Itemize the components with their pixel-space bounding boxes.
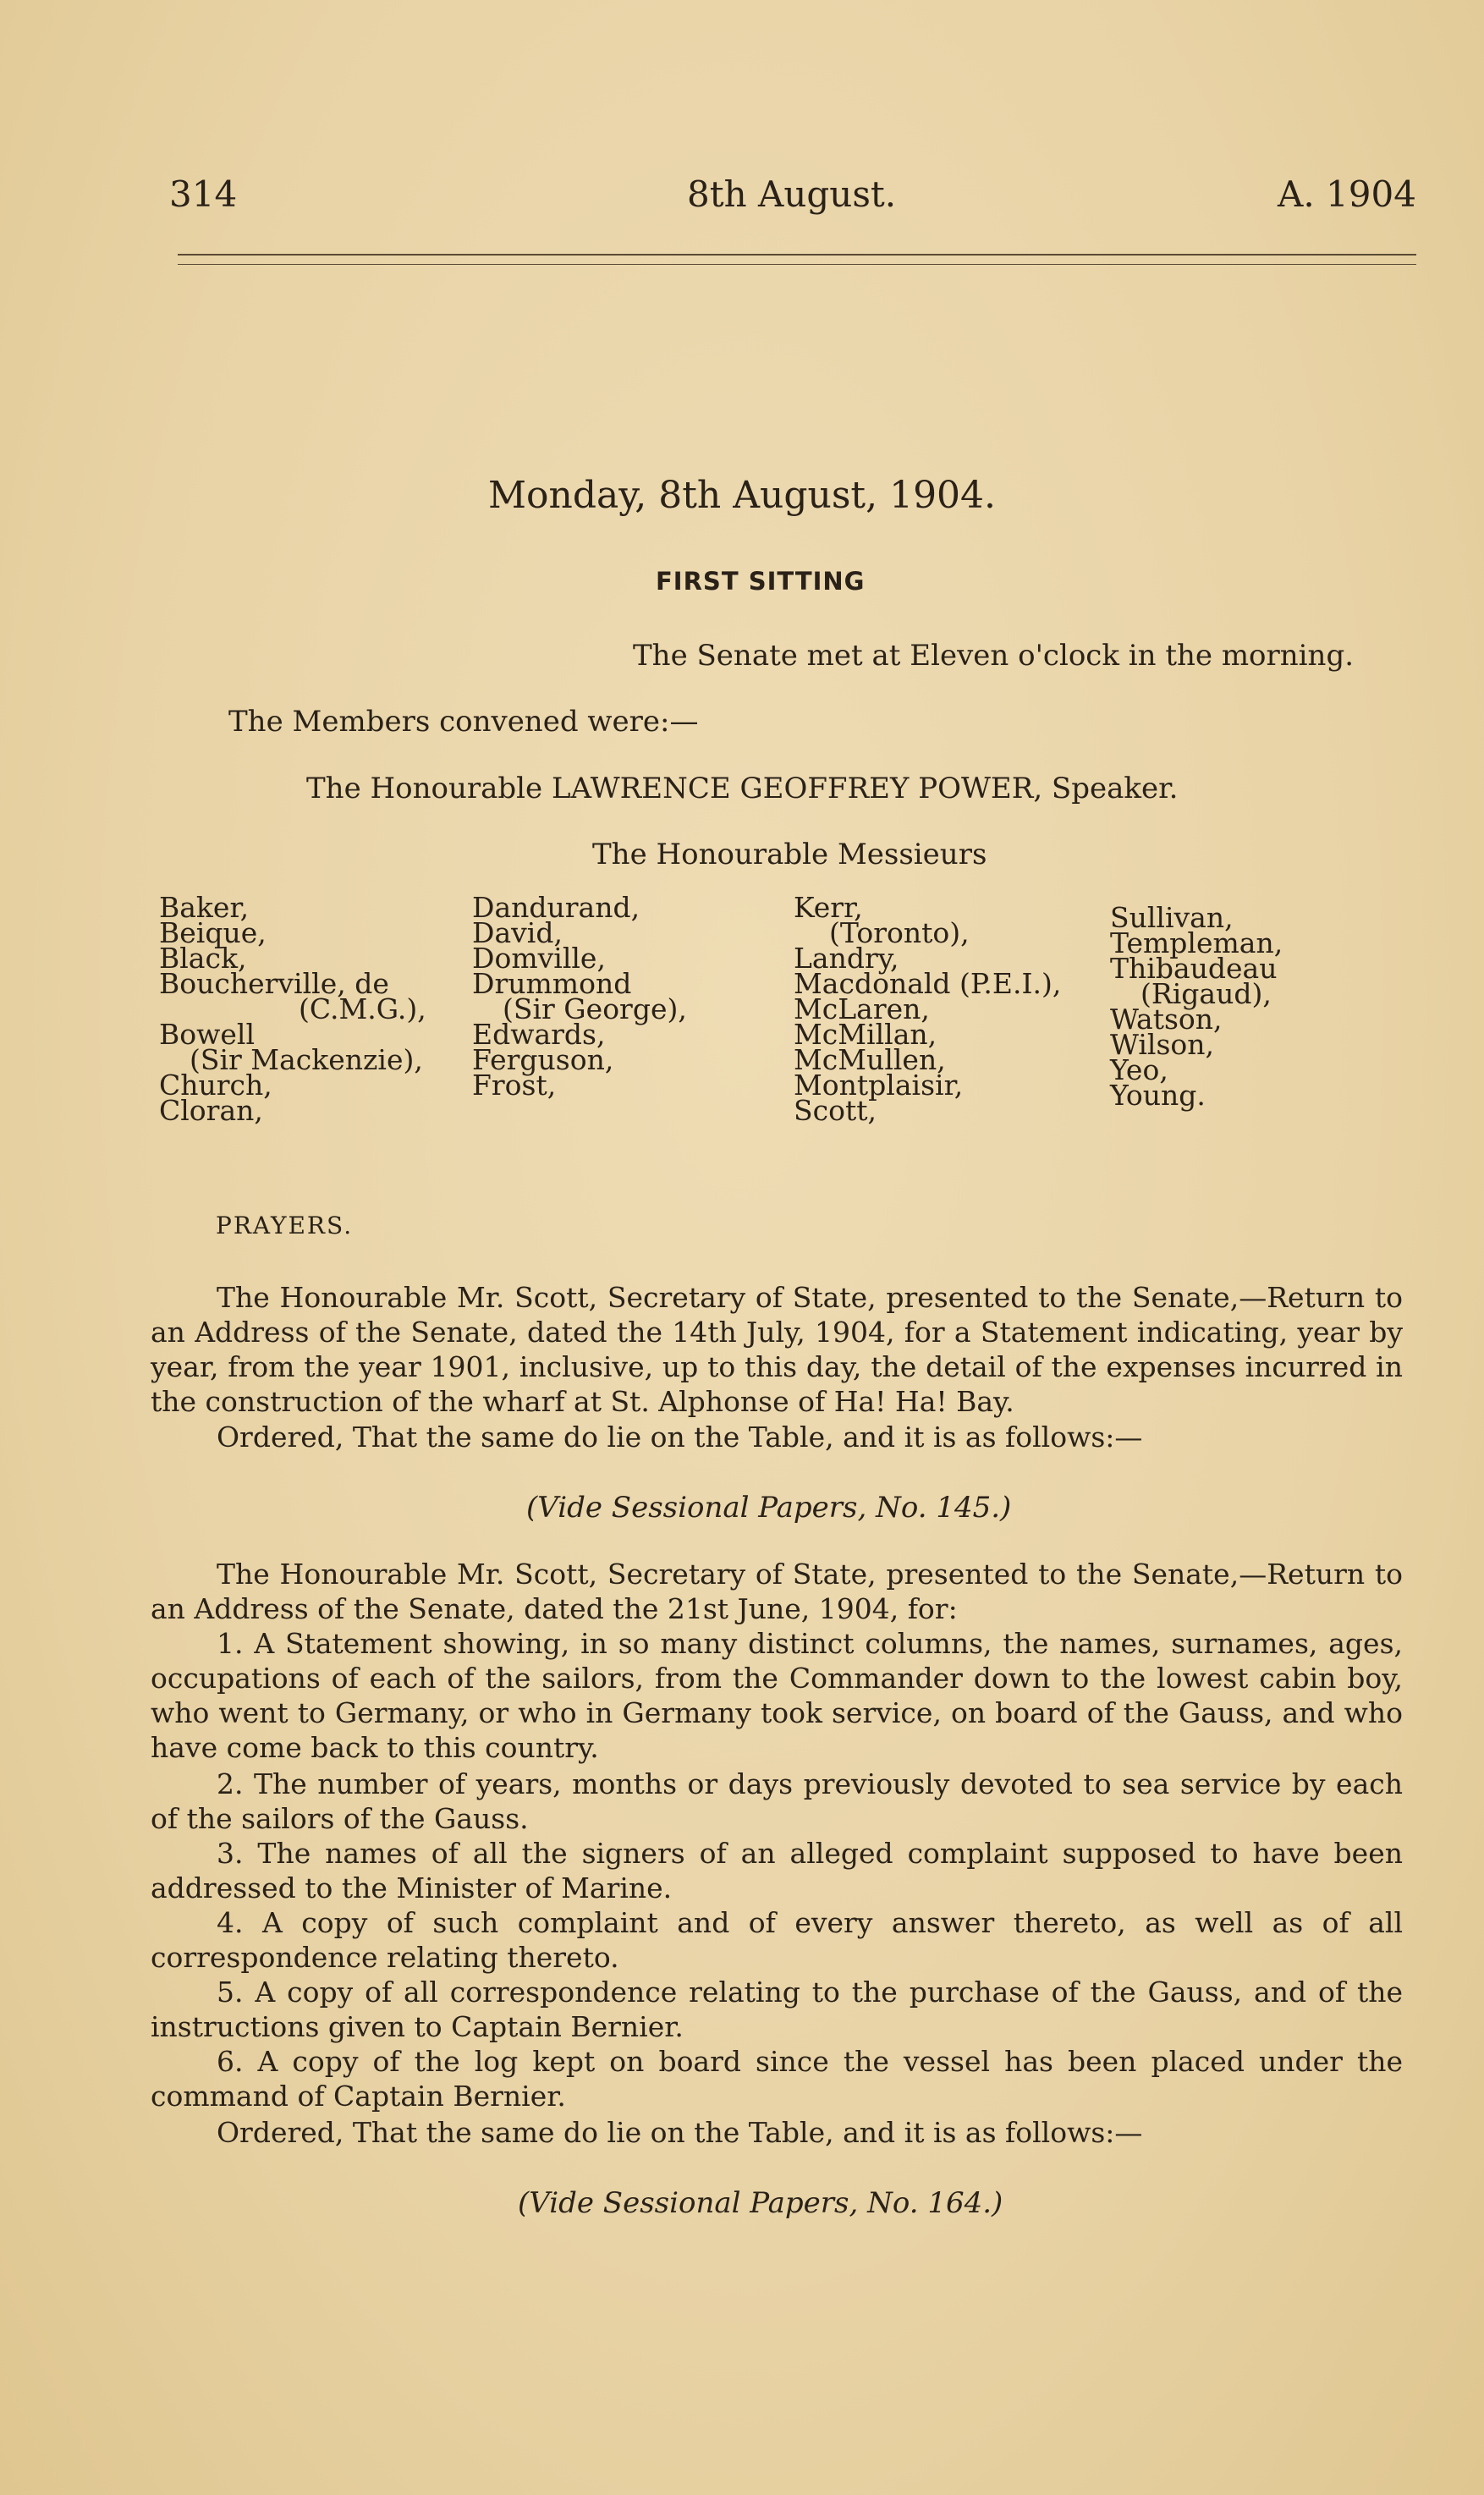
header-date: 8th August.: [687, 173, 897, 215]
item-2: 2. The number of years, months or days previously devoted to sea service by each of the sailors of the Gauss.: [151, 1767, 1403, 1835]
item-5: 5. A copy of all correspondence relating to the purchase of the Gauss, and of the instructions given to Captain Bernier.: [151, 1976, 1403, 2043]
ordered-line-2: Ordered, That the same do lie on the Table, and it is as follows:—: [217, 2116, 1143, 2149]
members-column-3: [794, 891, 1062, 1127]
member-name: Templeman,: [1110, 926, 1283, 959]
member-name: (C.M.G.),: [299, 992, 426, 1025]
member-name: Baker,: [159, 891, 250, 924]
item-1: 1. A Statement showing, in so many distinct columns, the names, surnames, ages, occupations of each of the sailors, from the Commander down to the lowest cabin boy, who went to Germany, or who in Germany took service, on board of the Gauss, and who have come back to this country.: [151, 1627, 1403, 1764]
member-name: (Toronto),: [829, 916, 970, 949]
member-name: Ferguson,: [472, 1043, 614, 1076]
member-name: Cloran,: [159, 1094, 263, 1127]
member-name: Montplaisir,: [794, 1069, 964, 1102]
member-name: Dandurand,: [472, 891, 640, 924]
header-year: A. 1904: [1278, 173, 1416, 215]
member-name: Young.: [1110, 1079, 1206, 1112]
member-name: McMillan,: [794, 1018, 937, 1051]
member-name: Watson,: [1110, 1003, 1223, 1036]
messieurs-line: The Honourable Messieurs: [592, 838, 987, 871]
opening-line: The Senate met at Eleven o'clock in the morning.: [633, 639, 1355, 673]
item-3: 3. The names of all the signers of an alleged complaint supposed to have been addressed to the Minister of Marine.: [151, 1837, 1403, 1904]
header-rule-bottom: [178, 264, 1416, 265]
member-name: Drummond: [472, 967, 632, 1000]
member-name: Bowell: [159, 1018, 256, 1051]
page-number: 314: [169, 173, 238, 215]
vide-reference-2: (Vide Sessional Papers, No. 164.): [518, 2186, 1003, 2220]
return-paragraph-1: The Honourable Mr. Scott, Secretary of State, presented to the Senate,—Return to an Address of the Senate, dated the 14th July, 1904, for a Statement indicating, year by year, from the year 1901, inclusive, up to this day, the detail of the expenses incurred in the construction of the wharf at St. Alphonse of Ha! Ha! Bay.: [151, 1281, 1403, 1418]
member-name: David,: [472, 916, 563, 949]
member-name: Beique,: [159, 916, 267, 949]
page-title: Monday, 8th August, 1904.: [487, 474, 997, 517]
item-4: 4. A copy of such complaint and of every answer thereto, as well as of all correspondence relating thereto.: [151, 1906, 1403, 1974]
member-name: Church,: [159, 1069, 272, 1102]
item-6: 6. A copy of the log kept on board since the vessel has been placed under the command of Captain Bernier.: [151, 2045, 1403, 2113]
member-name: Boucherville, de: [159, 967, 389, 1000]
member-name: Landry,: [794, 942, 899, 975]
member-name: Sullivan,: [1110, 901, 1234, 934]
member-name: Kerr,: [794, 891, 863, 924]
vide-reference-1: (Vide Sessional Papers, No. 145.): [526, 1491, 1012, 1525]
ordered-line-1: Ordered, That the same do lie on the Table, and it is as follows:—: [217, 1421, 1143, 1454]
sitting-heading: FIRST SITTING: [656, 567, 866, 596]
member-name: (Rigaud),: [1140, 977, 1272, 1010]
return-paragraph-2: The Honourable Mr. Scott, Secretary of State, presented to the Senate,—Return to an Address of the Senate, dated the 21st June, 1904, for:: [151, 1558, 1403, 1625]
members-intro: The Members convened were:—: [228, 705, 699, 739]
member-name: (Sir Mackenzie),: [190, 1043, 423, 1076]
member-name: Scott,: [794, 1094, 877, 1127]
member-name: Yeo,: [1110, 1053, 1168, 1086]
speaker-line: The Honourable LAWRENCE GEOFFREY POWER, Speaker.: [306, 772, 1179, 805]
member-name: Edwards,: [472, 1018, 606, 1051]
member-name: Macdonald (P.E.I.),: [794, 967, 1062, 1000]
member-name: Thibaudeau: [1110, 952, 1278, 985]
member-name: (Sir George),: [503, 992, 687, 1025]
member-name: McLaren,: [794, 992, 930, 1025]
member-name: Black,: [159, 942, 247, 975]
header-rule-top: [178, 254, 1416, 256]
members-column-1: [159, 891, 426, 1127]
member-name: Frost,: [472, 1069, 557, 1102]
members-column-4: [1110, 901, 1283, 1112]
members-column-2: [472, 891, 687, 1102]
prayers-heading: PRAYERS.: [216, 1212, 354, 1239]
member-name: Domville,: [472, 942, 606, 975]
member-name: Wilson,: [1110, 1028, 1214, 1061]
member-name: McMullen,: [794, 1043, 946, 1076]
